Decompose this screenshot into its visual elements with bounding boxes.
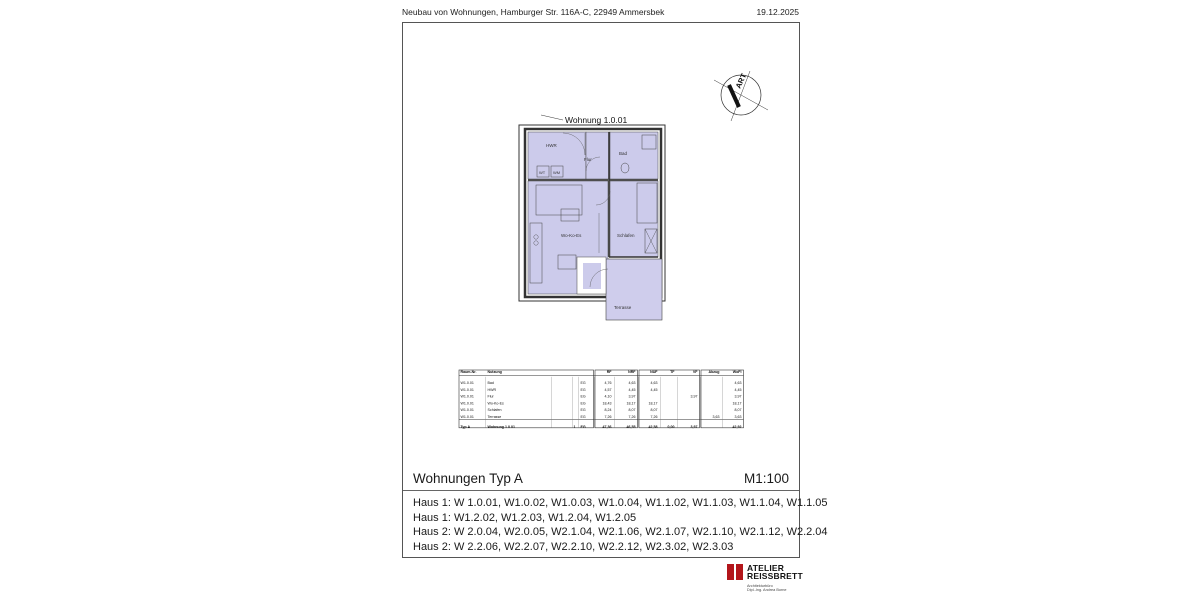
table-cell: EG	[580, 401, 586, 406]
table-cell: Terrasse	[487, 415, 502, 419]
table-cell: 3,97	[690, 394, 698, 399]
sheet-title: Wohnungen Typ A	[413, 471, 523, 486]
table-cell: W1.0.01	[460, 401, 474, 406]
table-cell: EG	[580, 415, 586, 419]
unit-line: Haus 1: W 1.0.01, W1.0.02, W1.0.03, W1.0.04, W1.1.02, W1.1.03, W1.1.04, W1.1.05	[413, 497, 828, 509]
table-cell: 42,58	[648, 425, 658, 430]
table-cell: Wo-Ko-Es	[487, 401, 504, 406]
room-flur	[586, 132, 610, 179]
table-cell: 1	[573, 425, 576, 430]
terrace	[606, 259, 662, 320]
scale-label: M1:100	[743, 471, 789, 486]
table-cell: 4,76	[604, 381, 612, 385]
unit-line: Haus 2: W 2.0.04, W2.0.05, W2.1.04, W2.1.06, W2.1.07, W2.1.10, W2.1.12, W2.2.04	[413, 526, 828, 538]
date-header: 19.12.2025	[756, 7, 799, 17]
logo-mark-icon	[727, 564, 743, 580]
table-cell: EG	[580, 394, 586, 399]
table-cell: EG	[580, 425, 586, 430]
room-label-wokoes: Wo-Ko-Es	[561, 233, 582, 238]
table-cell: 8,07	[650, 408, 658, 413]
table-cell: 18,17	[648, 401, 658, 406]
logo-sub2: Dipl.-Ing. Andrea Borne	[747, 588, 787, 592]
table-cell: Wohnung 1.0.01	[487, 425, 515, 430]
table-cell: 8,07	[628, 408, 636, 413]
area-table	[403, 368, 799, 458]
table-cell: EG	[580, 381, 586, 385]
table-header-cell: NUF	[650, 370, 658, 375]
unit-label: Wohnung 1.0.01	[565, 115, 628, 125]
table-cell: W1.0.01	[460, 415, 474, 419]
table-cell: 18,17	[732, 401, 742, 406]
table-cell: 18,43	[602, 401, 612, 406]
table-cell: 7,26	[650, 415, 658, 419]
table-cell: 3,97	[734, 394, 742, 399]
room-label-bad: Bad	[619, 151, 628, 156]
table-cell: 46,55	[626, 425, 636, 430]
table-cell: HWR	[487, 387, 497, 392]
room-label-wm: WM	[553, 170, 561, 175]
title-row	[413, 471, 789, 491]
table-cell: W1.0.01	[460, 408, 474, 413]
table-cell: 42,92	[732, 425, 742, 430]
table-cell: 8,24	[604, 408, 612, 413]
logo-sub1: Architekturbüro	[747, 584, 773, 588]
table-cell: EG	[580, 408, 586, 413]
north-arrow-icon	[714, 71, 768, 121]
unit-line: Haus 2: W 2.2.06, W2.2.07, W2.2.10, W2.2.12, W2.3.02, W2.3.03	[413, 540, 734, 553]
company-logo	[727, 564, 801, 596]
table-header-cell: RF	[606, 370, 612, 375]
table-cell: 4,45	[650, 387, 658, 392]
table-cell: Schlafen	[487, 408, 502, 413]
room-schlafen	[610, 181, 658, 257]
unit-list	[413, 496, 828, 554]
table-cell: 47,36	[602, 425, 612, 430]
table-cell: W1.0.01	[460, 381, 474, 385]
table-cell: W1.0.01	[460, 394, 474, 399]
table-cell: 4,63	[650, 381, 658, 385]
table-header-cell: WoFl	[732, 370, 742, 375]
room-label-flur: Flur	[584, 157, 592, 162]
room-bad	[610, 132, 658, 179]
table-cell: 7,26	[604, 415, 612, 419]
table-cell: 18,17	[626, 401, 636, 406]
room-label-terrasse: Terrasse	[614, 305, 632, 310]
table-cell: 0,00	[667, 425, 675, 430]
table-cell: Bad	[487, 381, 494, 385]
table-cell: 4,63	[734, 381, 742, 385]
table-header-cell: Abzug	[708, 370, 720, 375]
room-label-schlafen: Schlafen	[617, 233, 635, 238]
logo-line2: REISSBRETT	[747, 571, 803, 581]
plan-sheet	[402, 22, 828, 558]
table-cell: 8,07	[734, 408, 742, 413]
table-cell: Typ A	[460, 425, 471, 430]
project-header: Neubau von Wohnungen, Hamburger Str. 116A-C, 22949 Ammersbek	[402, 7, 665, 17]
table-cell: 4,63	[628, 381, 636, 385]
table-cell: 3,63	[712, 415, 720, 419]
divider	[403, 490, 799, 491]
unit-line: Haus 1: W1.2.02, W1.2.03, W1.2.04, W1.2.05	[413, 511, 637, 524]
table-cell: W1.0.01	[460, 387, 474, 392]
logo-line1: ATELIER	[747, 563, 785, 573]
room-label-wt: WT	[539, 170, 546, 175]
table-cell: 7,26	[628, 415, 636, 419]
table-cell: EG	[580, 387, 586, 392]
table-header-cell: Raum-Nr.	[460, 370, 477, 375]
north-arrow-label: ART	[733, 72, 749, 90]
table-header-cell: TF	[670, 370, 675, 375]
table-cell: 4,45	[734, 387, 742, 392]
table-cell: 3,97	[690, 425, 698, 430]
table-header-cell: VF	[692, 370, 698, 375]
table-cell: 4,45	[628, 387, 636, 392]
table-cell: 3,97	[628, 394, 636, 399]
table-cell: 4,10	[604, 394, 612, 399]
table-header-cell: Nutzung	[487, 370, 502, 375]
table-header-cell: NRF	[628, 370, 636, 375]
table-cell: 4,57	[604, 387, 612, 392]
table-cell: 3,63	[734, 415, 742, 419]
table-cell: Flur	[487, 394, 494, 399]
room-label-hwr: HWR	[546, 143, 557, 148]
